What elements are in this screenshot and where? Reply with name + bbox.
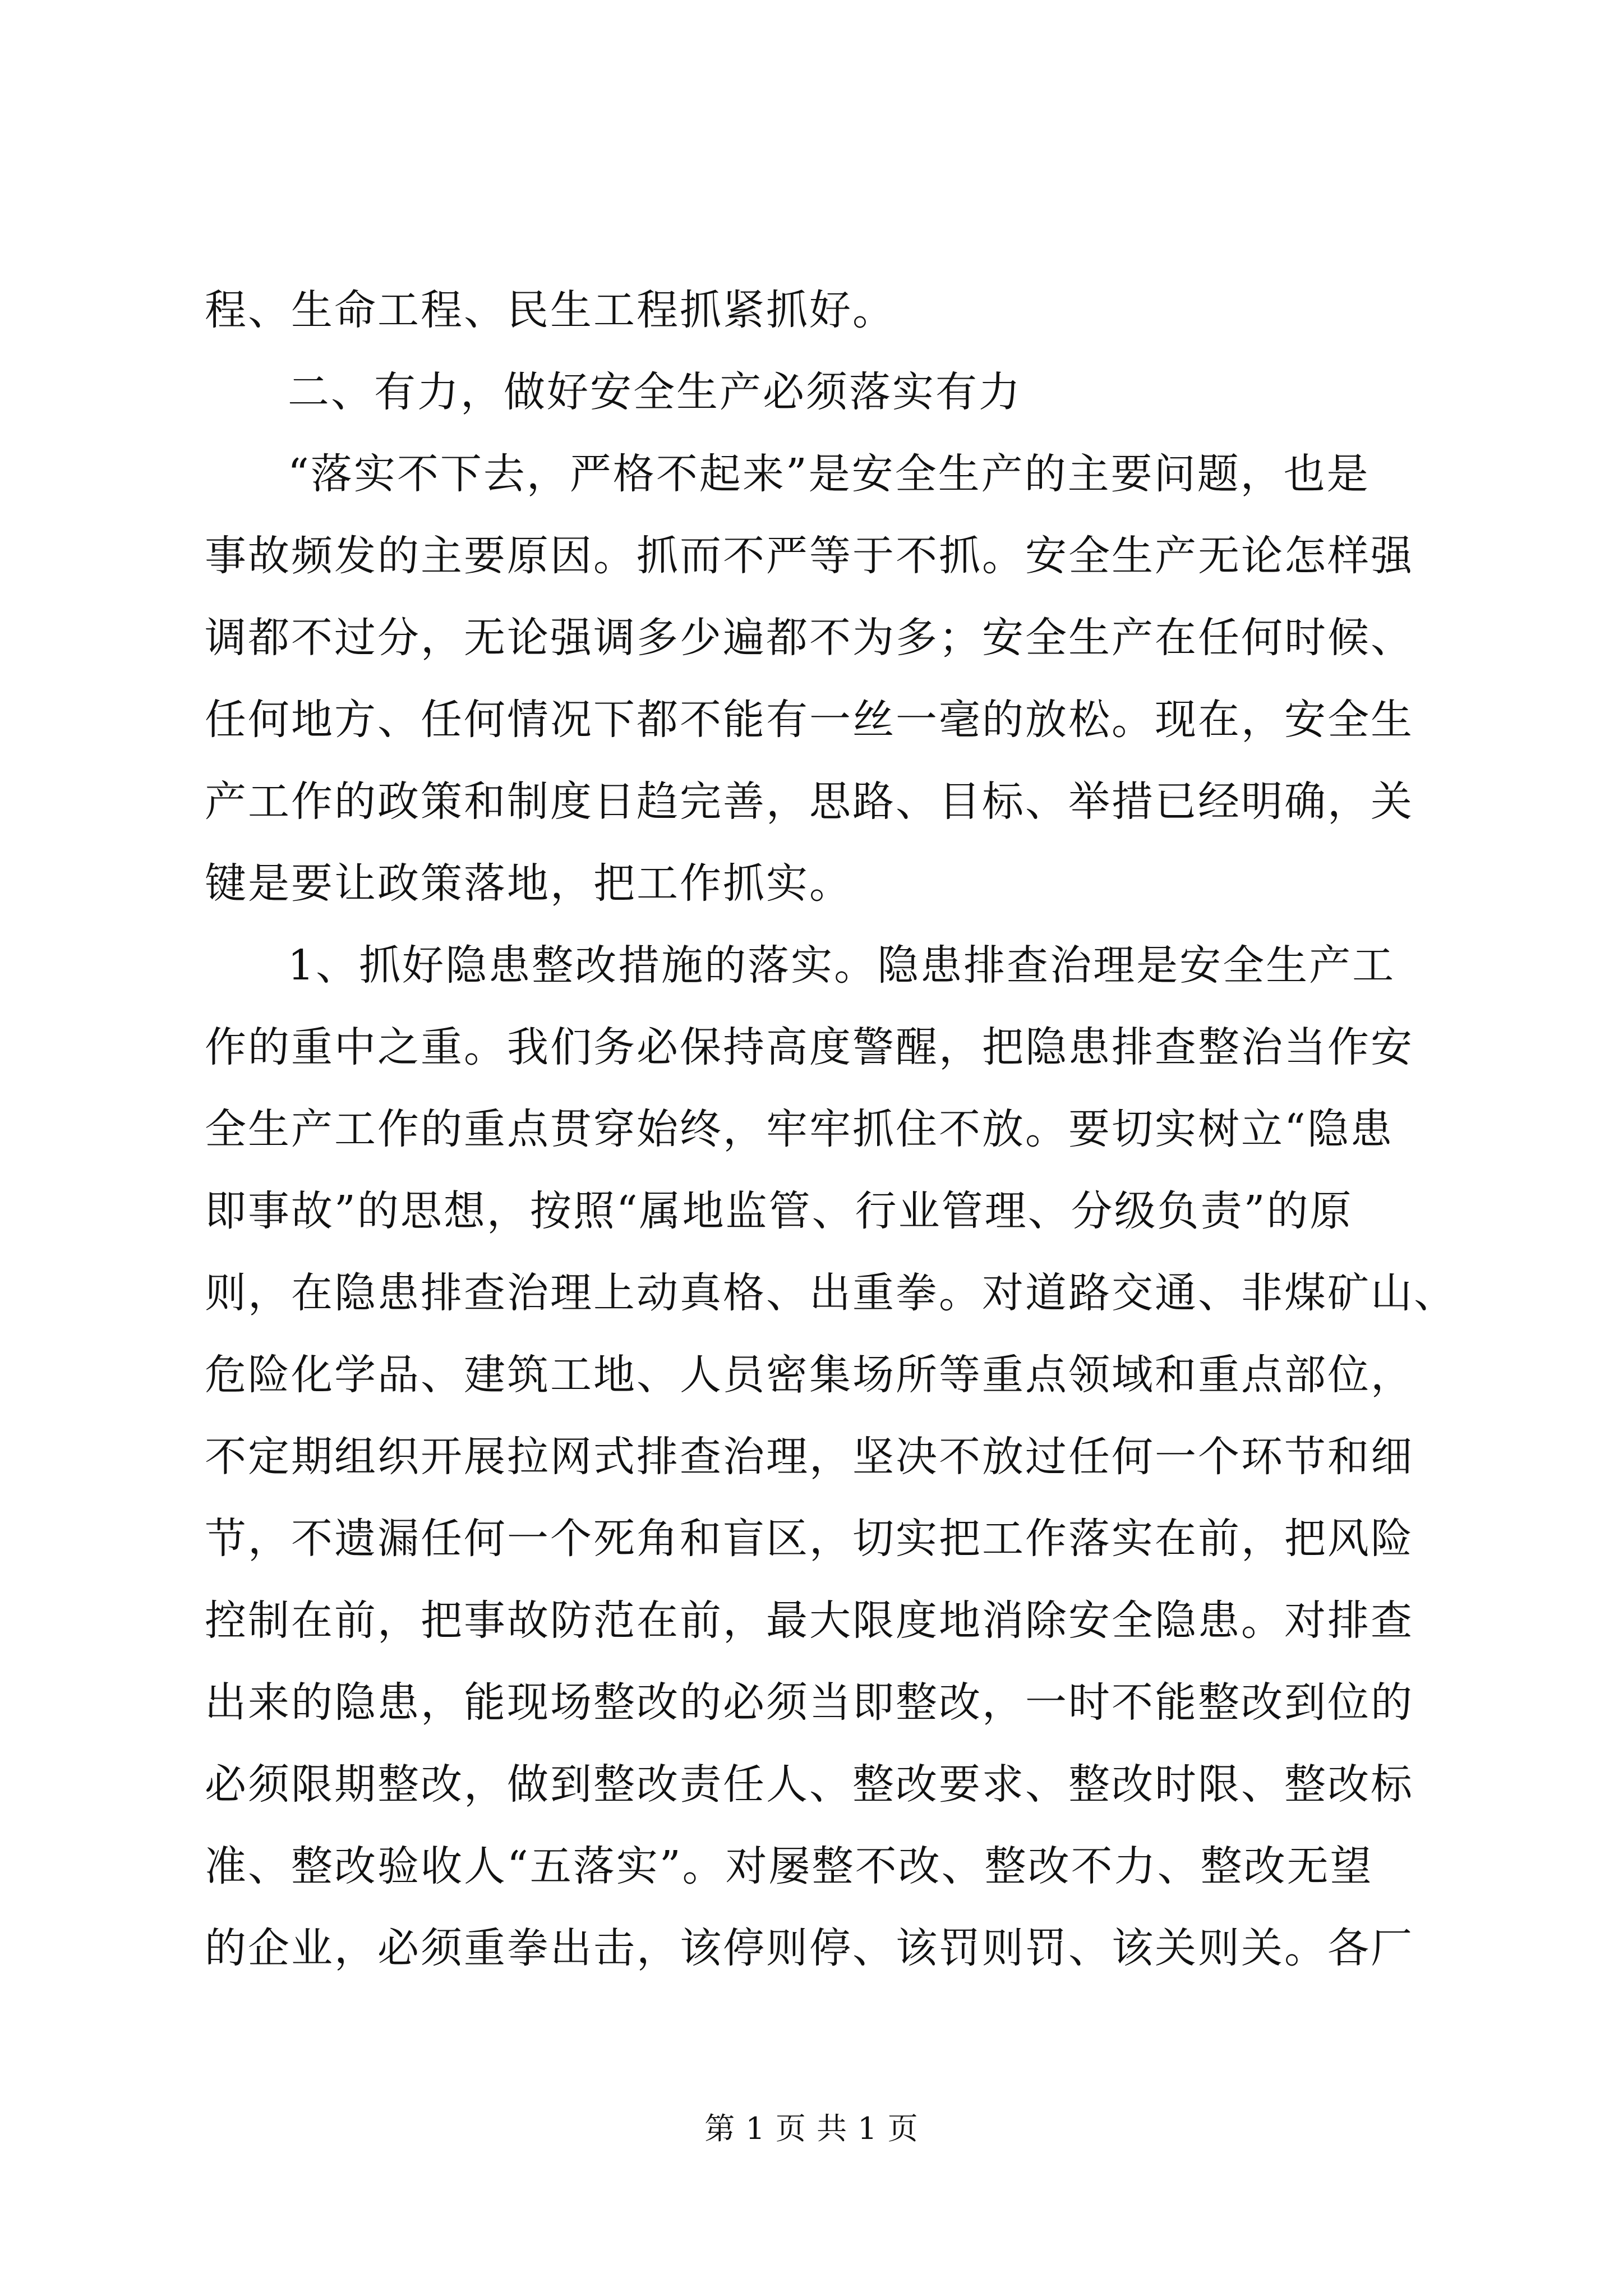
text-line: 控制在前，把事故防范在前，最大限度地消除安全隐患。对排查 (205, 1596, 1414, 1645)
text-line: 不定期组织开展拉网式排查治理，坚决不放过任何一个环节和细 (205, 1433, 1414, 1481)
text-line: 事故频发的主要原因。抓而不严等于不抓。安全生产无论怎样强 (205, 532, 1414, 580)
text-line: 1、抓好隐患整改措施的落实。隐患排查治理是安全生产工 (288, 941, 1396, 990)
page-footer: 第 1 页 共 1 页 (704, 2111, 919, 2146)
text-line: 必须限期整改，做到整改责任人、整改要求、整改时限、整改标 (205, 1760, 1414, 1809)
section-heading: 二、有力，做好安全生产必须落实有力 (288, 368, 1022, 416)
text-line: 键是要让政策落地，把工作抓实。 (205, 859, 852, 908)
text-line: 危险化学品、建筑工地、人员密集场所等重点领域和重点部位， (205, 1351, 1414, 1399)
text-line: 节，不遗漏任何一个死角和盲区，切实把工作落实在前，把风险 (205, 1515, 1414, 1563)
text-line: 调都不过分，无论强调多少遍都不为多；安全生产在任何时候、 (205, 614, 1414, 662)
text-line: 则，在隐患排查治理上动真格、出重拳。对道路交通、非煤矿山、 (205, 1269, 1457, 1317)
text-line: 即事故”的思想，按照“属地监管、行业管理、分级负责”的原 (205, 1187, 1353, 1235)
text-line: 的企业，必须重拳出击，该停则停、该罚则罚、该关则关。各厂 (205, 1924, 1414, 1972)
body-text (205, 269, 1457, 1989)
text-line: 准、整改验收人“五落实”。对屡整不改、整改不力、整改无望 (205, 1842, 1373, 1890)
text-line: 任何地方、任何情况下都不能有一丝一毫的放松。现在，安全生 (205, 696, 1414, 744)
text-line: “落实不下去，严格不起来”是安全生产的主要问题，也是 (288, 450, 1370, 498)
text-line: 全生产工作的重点贯穿始终，牢牢抓住不放。要切实树立“隐患 (205, 1105, 1394, 1153)
text-line: 出来的隐患，能现场整改的必须当即整改，一时不能整改到位的 (205, 1678, 1414, 1727)
text-line: 作的重中之重。我们务必保持高度警醒，把隐患排查整治当作安 (205, 1023, 1414, 1071)
text-line: 产工作的政策和制度日趋完善，思路、目标、举措已经明确，关 (205, 777, 1414, 826)
text-line: 程、生命工程、民生工程抓紧抓好。 (205, 286, 896, 334)
